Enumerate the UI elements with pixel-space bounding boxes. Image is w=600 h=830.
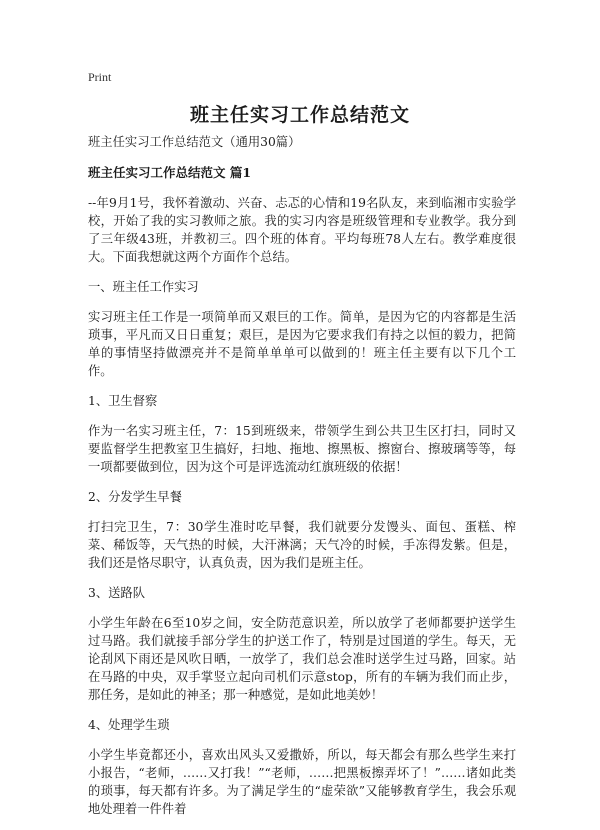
subheading-student-issues: 4、处理学生琐 (88, 718, 170, 732)
subheading-breakfast: 2、分发学生早餐 (88, 490, 182, 504)
subheading-road-team: 3、送路队 (88, 586, 146, 600)
paragraph-class-teacher-work: 实习班主任工作是一项简单而又艰巨的工作。简单，是因为它的内容都是生活琐事，平凡而又日日重复；艰巨，是因为它要求我们有持之以恒的毅力，把简单的事情坚持做漂亮并不是简单单单可以做到的！班主任主要有以下几个工作。 (88, 310, 516, 378)
subheading-hygiene: 1、卫生督察 (88, 394, 158, 408)
document-title: 班主任实习工作总结范文 (189, 104, 410, 126)
print-label[interactable]: Print (88, 70, 112, 84)
paragraph-road-team: 小学生年龄在6至10岁之间，安全防范意识差，所以放学了老师都要护送学生过马路。我们就接手部分学生的护送工作了，特别是过国道的学生。每天，无论刮风下雨还是风吹日晒，一放学了，我们总会准时送学生过马路，回家。站在马路的中央，双手掌竖立起向司机们示意stop，所有的车辆为我们而止步，那任务，是如此的神圣；那一种感觉，是如此地美妙！ (88, 616, 516, 702)
section-heading: 班主任实习工作总结范文 篇1 (88, 165, 252, 180)
document-subtitle: 班主任实习工作总结范文（通用30篇） (88, 135, 301, 149)
paragraph-student-issues: 小学生毕竟都还小，喜欢出风头又爱撒娇，所以，每天都会有那么些学生来打小报告，“老师，……又打我！”“老师，……把黑板擦弄坏了！”……诸如此类的琐事，每天都有许多。为了满足学生的“虚荣欲”又能够教育学生，我会乐观地处理着一件件着 (88, 748, 516, 816)
paragraph-hygiene: 作为一名实习班主任，7：15到班级来，带领学生到公共卫生区打扫，同时又要监督学生把教室卫生搞好，扫地、拖地、擦黑板、擦窗台、擦玻璃等等，每一项都要做到位，因为这个可是评选流动红旗班级的依据！ (88, 424, 516, 474)
paragraph-breakfast: 打扫完卫生，7：30学生准时吃早餐，我们就要分发馒头、面包、蛋糕、榨菜、稀饭等，天气热的时候，大汗淋漓；天气冷的时候，手冻得发紫。但是，我们还是恪尽职守，认真负责，因为我们是班主任。 (88, 520, 516, 570)
document-body (88, 133, 516, 830)
subheading-class-teacher-work: 一、班主任工作实习 (88, 280, 199, 294)
paragraph-intro: --年9月1号，我怀着激动、兴奋、忐忑的心情和19名队友，来到临湘市实验学校，开始了我的实习教师之旅。我的实习内容是班级管理和专业教学。我分到了三年级43班，并教初三。四个班的体育。平均每班78人左右。教学难度很大。下面我想就这两个方面作个总结。 (88, 196, 516, 264)
